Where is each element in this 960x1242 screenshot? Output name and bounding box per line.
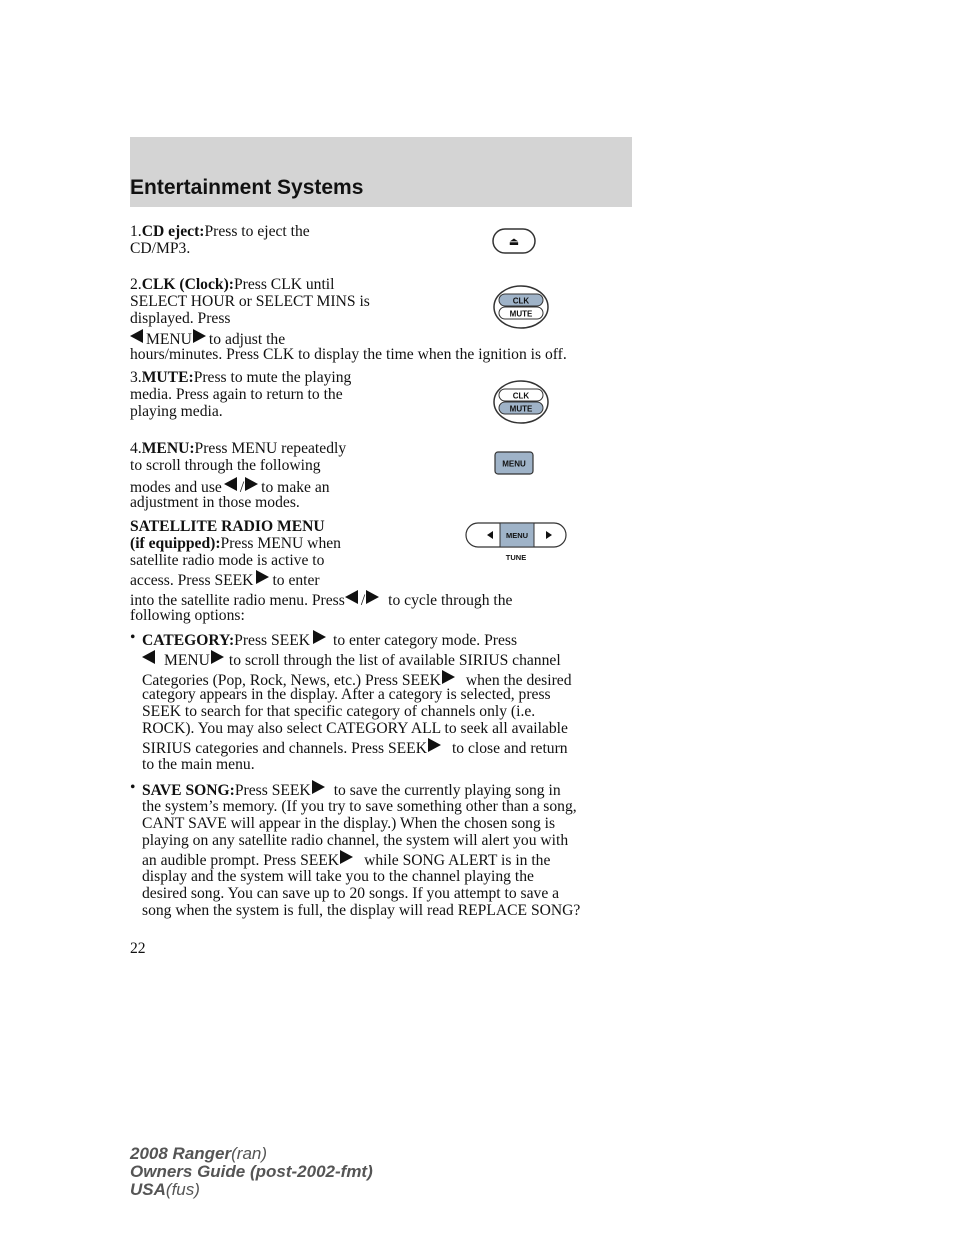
seek-right-icon: [245, 477, 258, 491]
seek-right-icon: [256, 570, 269, 584]
satellite-line-6: following options:: [130, 607, 245, 624]
clk-line-1: 2.CLK (Clock):Press CLK until: [130, 276, 335, 293]
category-line-8: to the main menu.: [142, 756, 255, 773]
eject-button-illustration: [492, 228, 536, 254]
save-song-line-1: SAVE SONG:Press SEEK to save the currently playing song in: [142, 782, 561, 799]
satellite-line-4: access. Press SEEK to enter: [130, 572, 320, 589]
save-song-line-6: display and the system will take you to the channel playing the: [142, 868, 534, 885]
category-bullet: •: [130, 629, 136, 646]
seek-right-icon: [442, 670, 455, 684]
cd-eject-line-1: 1.CD eject:Press to eject the: [130, 223, 310, 240]
seek-right-icon: [193, 329, 206, 343]
category-line-6: ROCK). You may also select CATEGORY ALL to seek all available: [142, 720, 568, 737]
save-song-line-8: song when the system is full, the display will read REPLACE SONG?: [142, 902, 581, 919]
clk-label: CLK: [512, 296, 530, 306]
menu-label: MENU: [505, 531, 529, 540]
section-title: Entertainment Systems: [130, 176, 364, 199]
seek-left-icon: [130, 329, 143, 343]
seek-left-icon: [345, 590, 358, 604]
menu-line-1: 4.MENU:Press MENU repeatedly: [130, 440, 347, 457]
cd-eject-line-2: CD/MP3.: [130, 240, 191, 257]
mute-line-2: media. Press again to return to the: [130, 386, 343, 403]
save-song-line-4: playing on any satellite radio channel, the system will alert you with: [142, 832, 569, 849]
category-line-7: SIRIUS categories and channels. Press SEEK to close and return: [142, 740, 568, 757]
satellite-line-3: satellite radio mode is active to: [130, 552, 325, 569]
save-song-line-2: the system’s memory. (If you try to save something other than a song,: [142, 798, 577, 815]
mute-label: MUTE: [509, 404, 533, 414]
clk-mute-button-illustration-2: [493, 380, 549, 424]
save-song-bullet: •: [130, 779, 136, 796]
menu-button-illustration: [494, 451, 534, 475]
tune-label: TUNE: [505, 553, 527, 562]
tune-menu-button-illustration: [465, 522, 569, 564]
mute-line-3: playing media.: [130, 403, 223, 420]
clk-line-2: SELECT HOUR or SELECT MINS is: [130, 293, 370, 310]
clk-label: CLK: [512, 391, 530, 401]
menu-line-2: to scroll through the following: [130, 457, 321, 474]
footer-line-3: USA(fus): [130, 1180, 200, 1199]
seek-right-icon: [366, 590, 379, 604]
clk-line-5: hours/minutes. Press CLK to display the time when the ignition is off.: [130, 346, 567, 363]
seek-left-icon: [224, 477, 237, 491]
category-line-1: CATEGORY:Press SEEK to enter category mode. Press: [142, 632, 518, 649]
seek-left-icon: [142, 650, 155, 664]
satellite-heading: SATELLITE RADIO MENU: [130, 518, 325, 535]
mute-label: MUTE: [509, 309, 533, 319]
page-number: 22: [130, 940, 146, 957]
category-line-4: category appears in the display. After a category is selected, press: [142, 686, 551, 703]
menu-line-4: adjustment in those modes.: [130, 494, 300, 511]
menu-label: MENU: [502, 459, 526, 469]
category-line-2: MENU to scroll through the list of available SIRIUS channel: [142, 650, 561, 670]
clk-line-3: displayed. Press: [130, 310, 231, 327]
clk-mute-button-illustration: [493, 285, 549, 329]
clk-line-4: MENU to adjust the: [130, 329, 285, 349]
seek-right-icon: [340, 850, 353, 864]
category-line-5: SEEK to search for that specific category of channels only (i.e.: [142, 703, 536, 720]
seek-right-icon: [428, 738, 441, 752]
footer-line-1: 2008 Ranger(ran): [130, 1144, 268, 1163]
eject-icon: ⏏: [508, 235, 520, 248]
footer-line-2: Owners Guide (post-2002-fmt): [130, 1162, 373, 1181]
category-line-3: Categories (Pop, Rock, News, etc.) Press SEEK when the desired: [142, 672, 572, 689]
satellite-line-2: (if equipped):Press MENU when: [130, 535, 341, 552]
satellite-line-5: into the satellite radio menu. Press / to cycle through the: [130, 592, 513, 609]
save-song-line-3: CANT SAVE will appear in the display.) When the chosen song is: [142, 815, 556, 832]
seek-right-icon: [313, 630, 326, 644]
seek-right-icon: [312, 780, 325, 794]
mute-line-1: 3.MUTE:Press to mute the playing: [130, 369, 352, 386]
save-song-line-7: desired song. You can save up to 20 songs. If you attempt to save a: [142, 885, 560, 902]
save-song-line-5: an audible prompt. Press SEEK while SONG ALERT is in the: [142, 852, 551, 869]
seek-right-icon: [211, 650, 224, 664]
menu-line-3: modes and use / to make an: [130, 479, 330, 496]
